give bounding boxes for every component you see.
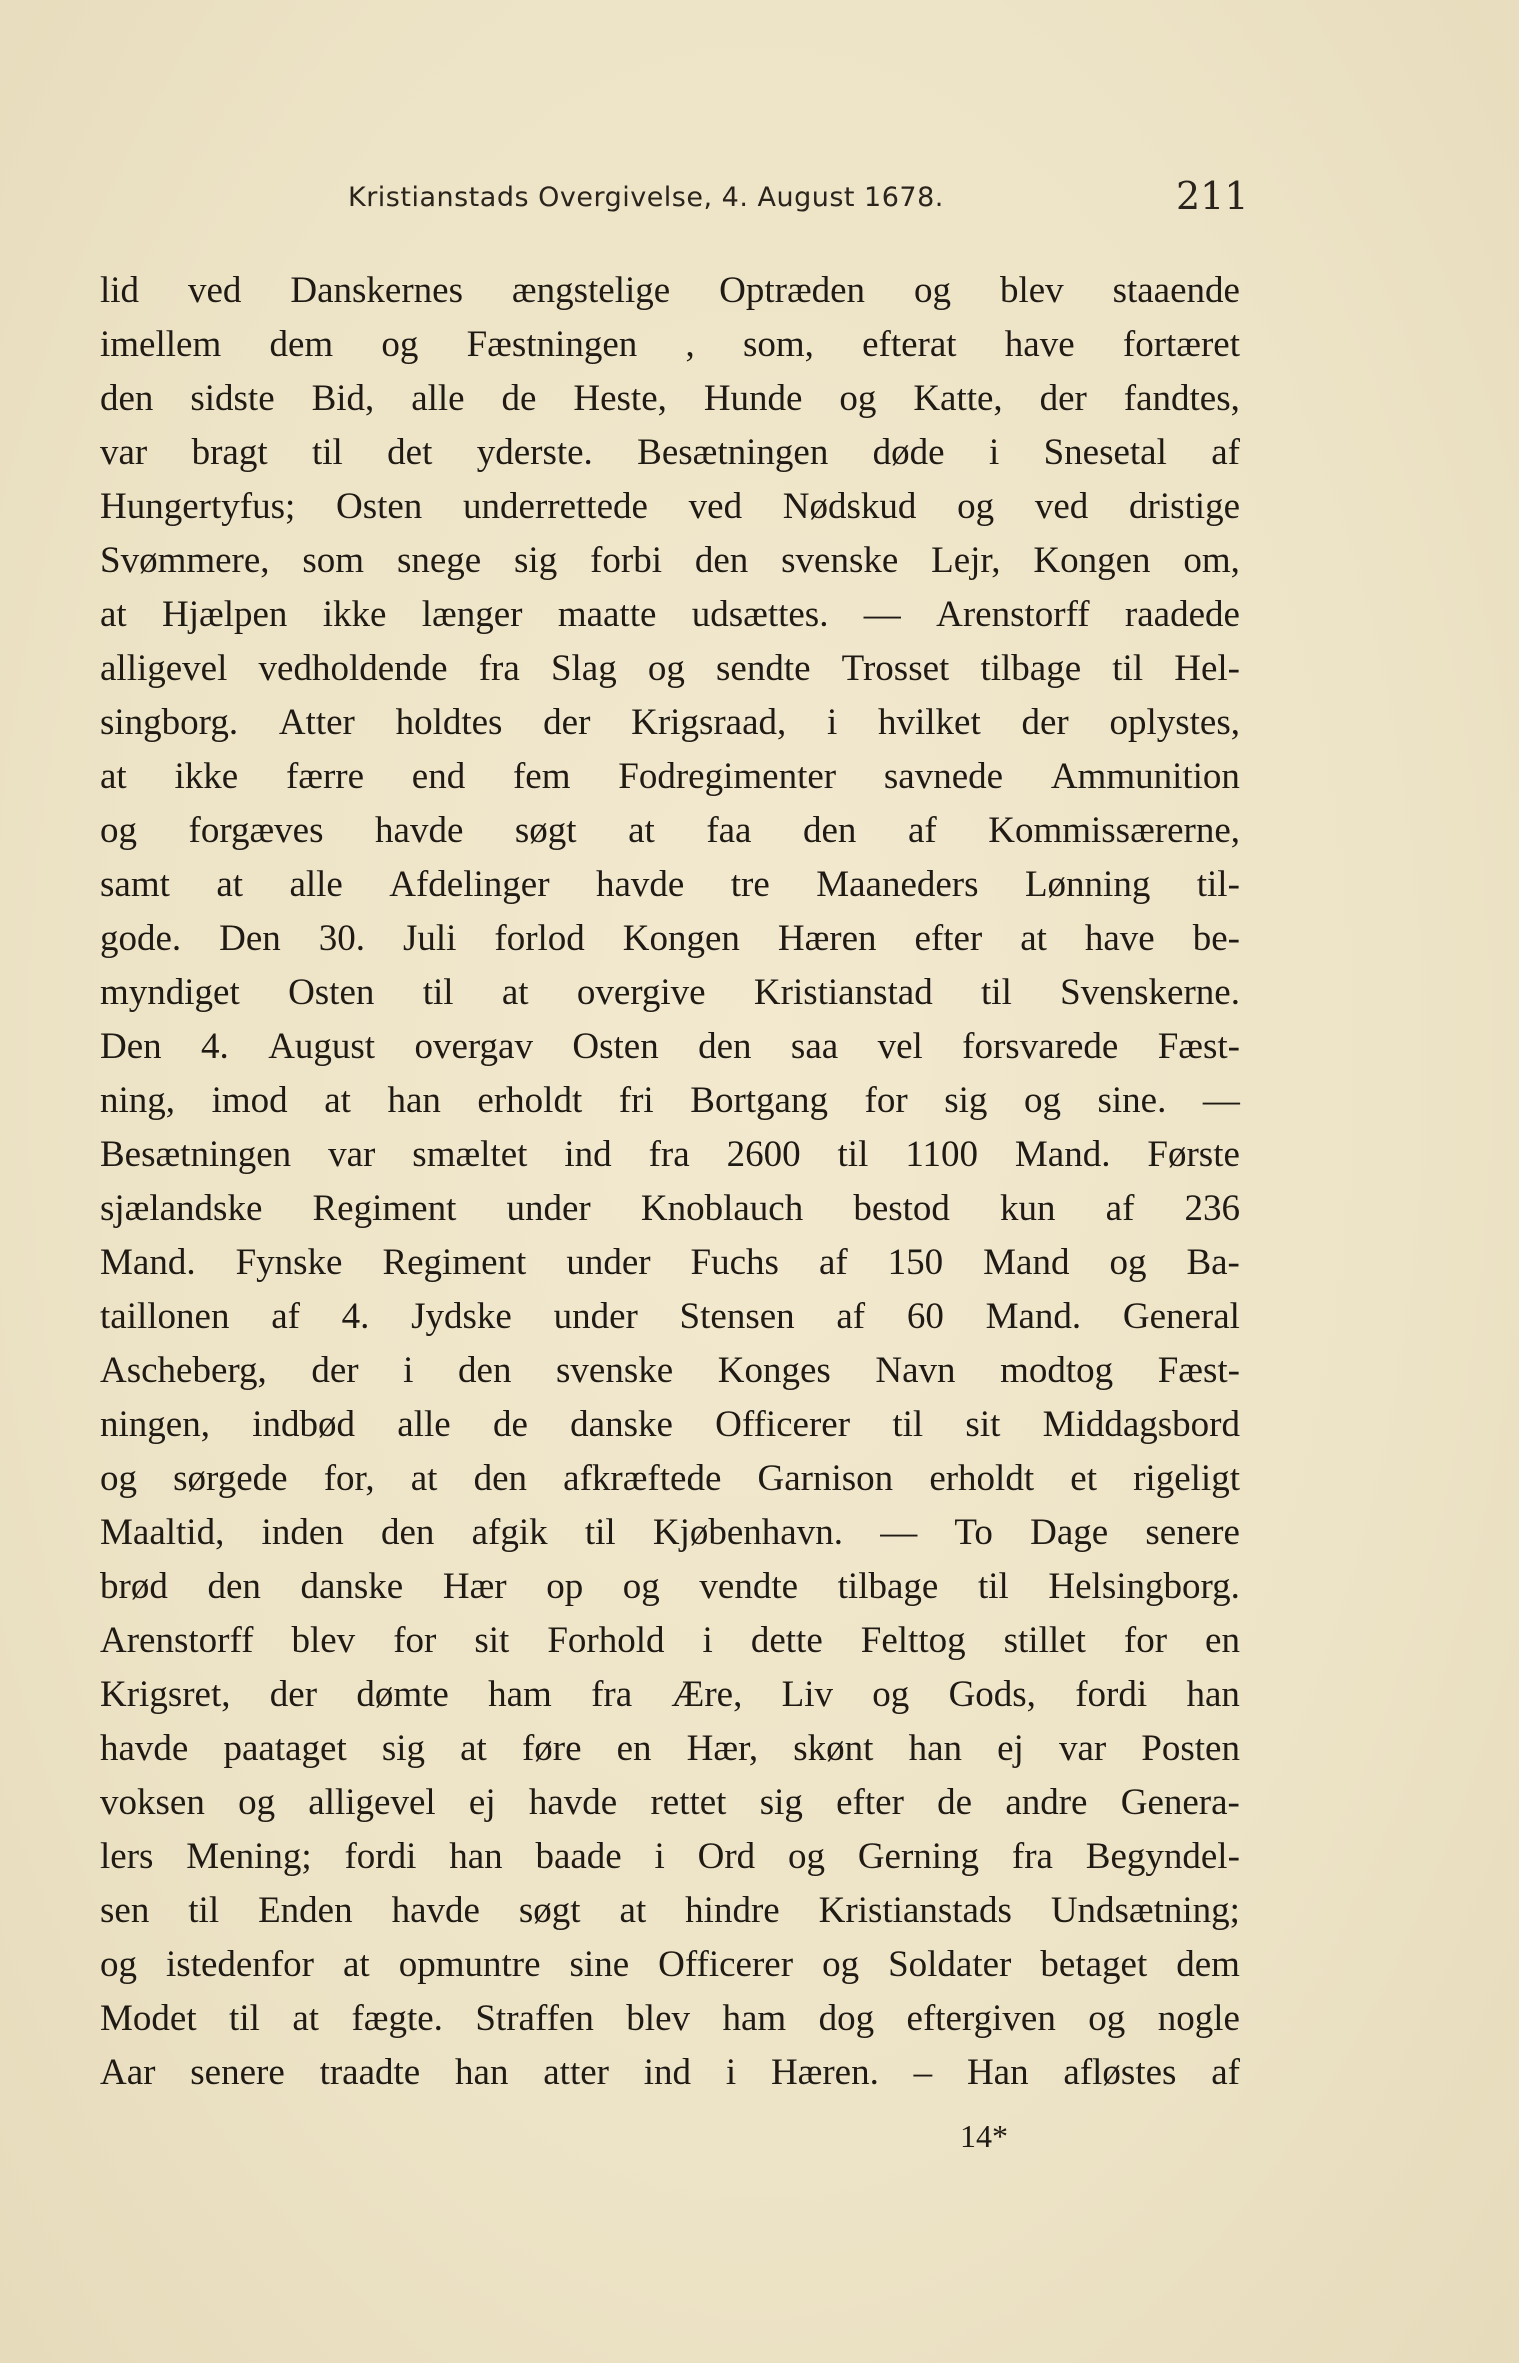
text-line: brød den danske Hær op og vendte tilbage til Helsingborg. bbox=[100, 1566, 1240, 1607]
text-line: singborg. Atter holdtes der Krigsraad, i hvilket der oplystes, bbox=[100, 702, 1240, 743]
text-line: ning, imod at han erholdt fri Bortgang for sig og sine. — bbox=[100, 1080, 1240, 1121]
text-line: Mand. Fynske Regiment under Fuchs af 150 Mand og Ba- bbox=[100, 1242, 1240, 1283]
text-line: Svømmere, som snege sig forbi den svenske Lejr, Kongen om, bbox=[100, 540, 1240, 581]
text-line: lid ved Danskernes ængstelige Optræden og blev staaende bbox=[100, 270, 1240, 311]
text-line: og forgæves havde søgt at faa den af Kommissærerne, bbox=[100, 810, 1240, 851]
text-line: Modet til at fægte. Straffen blev ham dog eftergiven og nogle bbox=[100, 1998, 1240, 2039]
text-line: ningen, indbød alle de danske Officerer til sit Middagsbord bbox=[100, 1404, 1240, 1445]
body-text bbox=[100, 264, 1240, 2100]
text-line: Hungertyfus; Osten underrettede ved Nødskud og ved dristige bbox=[100, 486, 1240, 527]
text-line: Aar senere traadte han atter ind i Hæren. – Han afløstes af bbox=[100, 2052, 1240, 2093]
text-line: Krigsret, der dømte ham fra Ære, Liv og Gods, fordi han bbox=[100, 1674, 1240, 1715]
text-line: sjælandske Regiment under Knoblauch bestod kun af 236 bbox=[100, 1188, 1240, 1229]
text-line: og sørgede for, at den afkræftede Garnison erholdt et rigeligt bbox=[100, 1458, 1240, 1499]
page-number: 211 bbox=[1176, 174, 1249, 218]
text-line: lers Mening; fordi han baade i Ord og Gerning fra Begyndel- bbox=[100, 1836, 1240, 1877]
text-line: myndiget Osten til at overgive Kristianstad til Svenskerne. bbox=[100, 972, 1240, 1013]
text-line: alligevel vedholdende fra Slag og sendte Trosset tilbage til Hel- bbox=[100, 648, 1240, 689]
text-line: den sidste Bid, alle de Heste, Hunde og Katte, der fandtes, bbox=[100, 378, 1240, 419]
running-head bbox=[348, 170, 1248, 220]
text-line: at ikke færre end fem Fodregimenter savnede Ammunition bbox=[100, 756, 1240, 797]
signature-mark: 14* bbox=[960, 2118, 1008, 2154]
text-line: Arenstorff blev for sit Forhold i dette Felttog stillet for en bbox=[100, 1620, 1240, 1661]
text-line: voksen og alligevel ej havde rettet sig efter de andre Genera- bbox=[100, 1782, 1240, 1823]
text-line: havde paataget sig at føre en Hær, skønt han ej var Posten bbox=[100, 1728, 1240, 1769]
text-line: gode. Den 30. Juli forlod Kongen Hæren efter at have be- bbox=[100, 918, 1240, 959]
running-title: Kristianstads Overgivelse, 4. August 1678. bbox=[348, 182, 944, 213]
text-line: taillonen af 4. Jydske under Stensen af 60 Mand. General bbox=[100, 1296, 1240, 1337]
text-line: samt at alle Afdelinger havde tre Maaneders Lønning til- bbox=[100, 864, 1240, 905]
text-line: Den 4. August overgav Osten den saa vel forsvarede Fæst- bbox=[100, 1026, 1240, 1067]
text-line: og istedenfor at opmuntre sine Officerer og Soldater betaget dem bbox=[100, 1944, 1240, 1985]
text-line: imellem dem og Fæstningen , som, efterat have fortæret bbox=[100, 324, 1240, 365]
text-line: Besætningen var smæltet ind fra 2600 til 1100 Mand. Første bbox=[100, 1134, 1240, 1175]
text-line: Ascheberg, der i den svenske Konges Navn modtog Fæst- bbox=[100, 1350, 1240, 1391]
text-line: var bragt til det yderste. Besætningen døde i Snesetal af bbox=[100, 432, 1240, 473]
text-line: at Hjælpen ikke længer maatte udsættes. — Arenstorff raadede bbox=[100, 594, 1240, 635]
text-line: sen til Enden havde søgt at hindre Kristianstads Undsætning; bbox=[100, 1890, 1240, 1931]
text-line: Maaltid, inden den afgik til Kjøbenhavn. — To Dage senere bbox=[100, 1512, 1240, 1553]
